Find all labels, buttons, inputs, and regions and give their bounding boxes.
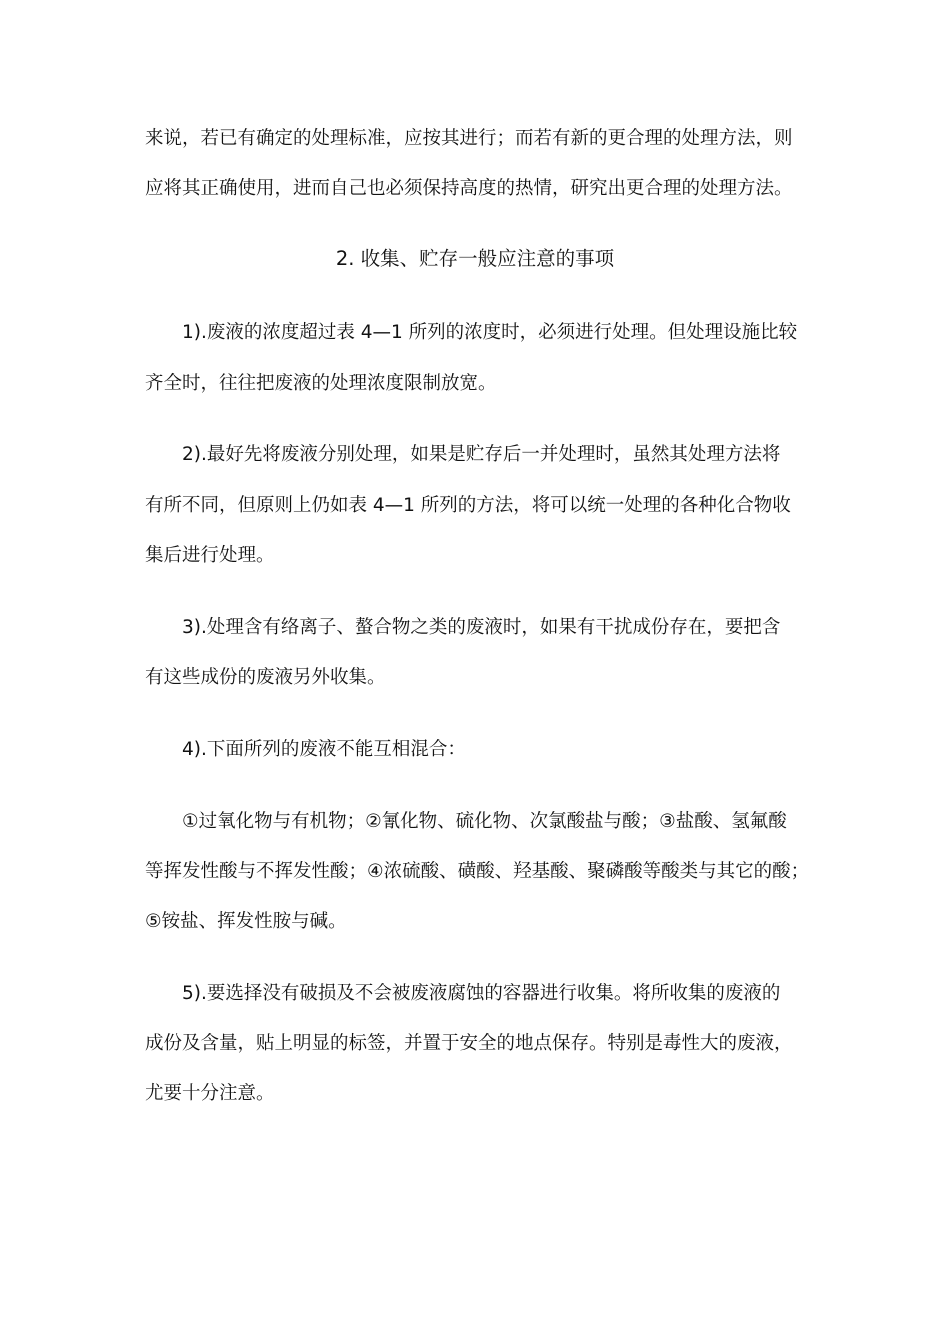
mix-list-line: ⑤铵盐、挥发性胺与碱。 xyxy=(145,911,347,932)
intro-paragraph-line: 来说，若已有确定的处理标准，应按其进行；而若有新的更合理的处理方法，则 xyxy=(145,128,793,149)
item-5-line: 5).要选择没有破损及不会被废液腐蚀的容器进行收集。将所收集的废液的 xyxy=(182,983,781,1004)
item-5-line: 尤要十分注意。 xyxy=(145,1083,275,1104)
mix-list-line: ①过氧化物与有机物；②氰化物、硫化物、次氯酸盐与酸；③盐酸、氢氟酸 xyxy=(182,811,787,832)
intro-paragraph-line: 应将其正确使用，进而自己也必须保持高度的热情，研究出更合理的处理方法。 xyxy=(145,178,793,199)
item-2-line: 2).最好先将废液分别处理，如果是贮存后一并处理时，虽然其处理方法将 xyxy=(182,444,781,465)
item-4-line: 4).下面所列的废液不能互相混合： xyxy=(182,739,466,760)
item-3-line: 有这些成份的废液另外收集。 xyxy=(145,667,386,688)
section-heading: 2. 收集、贮存一般应注意的事项 xyxy=(335,247,615,270)
item-1-line: 1).废液的浓度超过表 4—1 所列的浓度时，必须进行处理。但处理设施比较 xyxy=(182,322,798,343)
item-5-line: 成份及含量，贴上明显的标签，并置于安全的地点保存。特别是毒性大的废液， xyxy=(145,1033,793,1054)
item-2-line: 集后进行处理。 xyxy=(145,545,275,566)
item-2-line: 有所不同，但原则上仍如表 4—1 所列的方法，将可以统一处理的各种化合物收 xyxy=(145,495,791,516)
item-3-line: 3).处理含有络离子、螯合物之类的废液时，如果有干扰成份存在，要把含 xyxy=(182,617,781,638)
item-1-line: 齐全时，往往把废液的处理浓度限制放宽。 xyxy=(145,373,497,394)
mix-list-line: 等挥发性酸与不挥发性酸；④浓硫酸、磺酸、羟基酸、聚磷酸等酸类与其它的酸； xyxy=(145,861,810,882)
